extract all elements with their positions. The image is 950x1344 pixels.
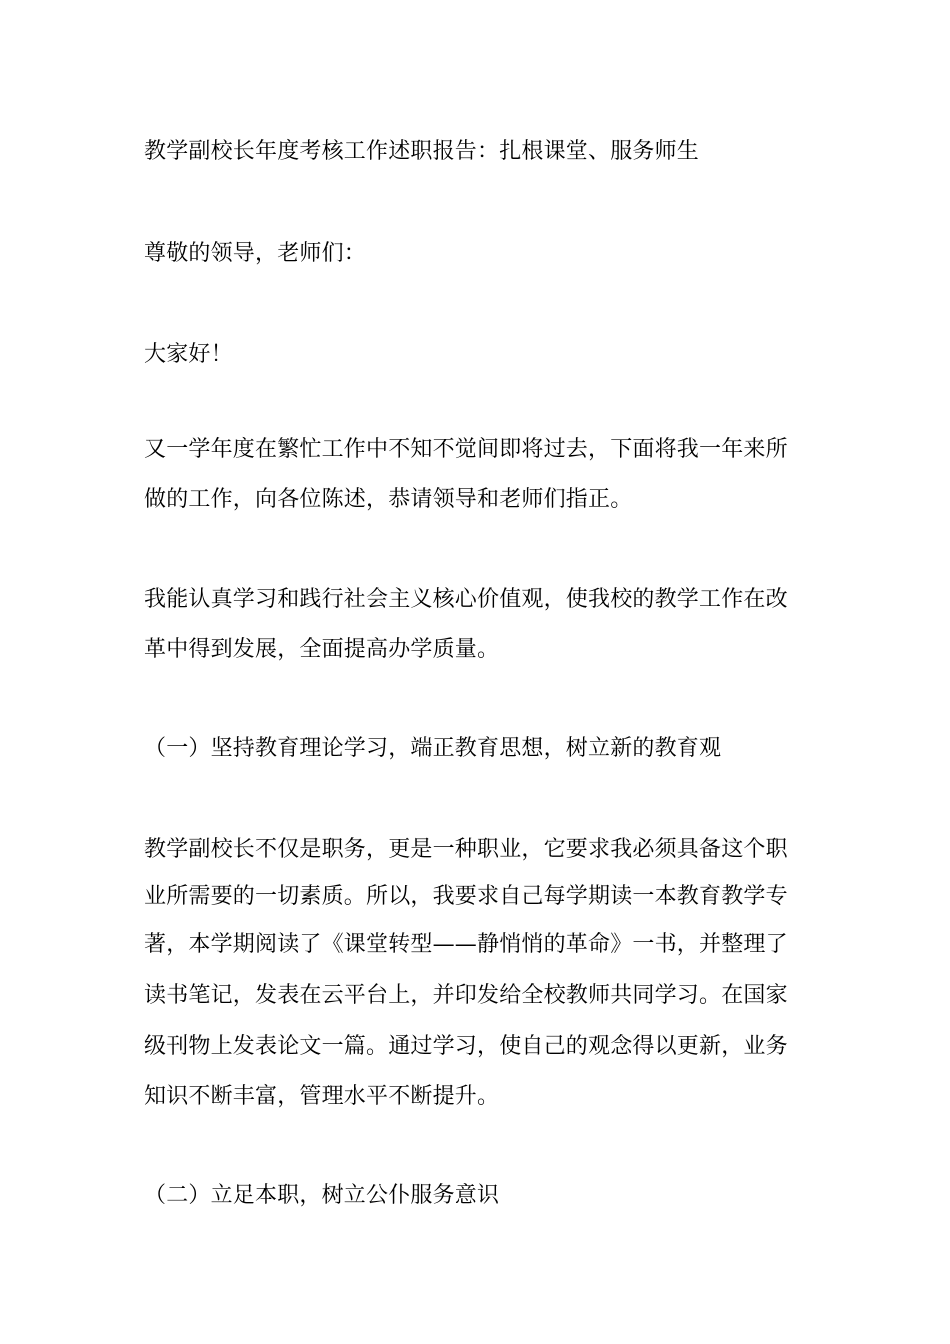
section-1-heading: （一）坚持教育理论学习，端正教育思想，树立新的教育观 <box>144 736 722 761</box>
paragraph-3-line-4: 读书笔记，发表在云平台上，并印发给全校教师共同学习。在国家 <box>144 983 788 1008</box>
paragraph-3-line-6: 知识不断丰富，管理水平不断提升。 <box>144 1084 500 1109</box>
paragraph-2-line-1: 我能认真学习和践行社会主义核心价值观，使我校的教学工作在改 <box>144 587 788 612</box>
paragraph-3-line-3: 著，本学期阅读了《课堂转型——静悄悄的革命》一书，并整理了 <box>144 932 788 957</box>
paragraph-3-line-1: 教学副校长不仅是职务，更是一种职业，它要求我必须具备这个职 <box>144 837 788 862</box>
paragraph-3-line-5: 级刊物上发表论文一篇。通过学习，使自己的观念得以更新，业务 <box>144 1034 788 1059</box>
paragraph-3-line-2: 业所需要的一切素质。所以，我要求自己每学期读一本教育教学专 <box>144 884 788 909</box>
document-title: 教学副校长年度考核工作述职报告：扎根课堂、服务师生 <box>144 139 700 164</box>
salutation: 尊敬的领导，老师们： <box>144 241 367 266</box>
paragraph-2-line-2: 革中得到发展，全面提高办学质量。 <box>144 637 500 662</box>
paragraph-1-line-2: 做的工作，向各位陈述，恭请领导和老师们指正。 <box>144 487 633 512</box>
section-2-heading: （二）立足本职，树立公仆服务意识 <box>144 1183 500 1208</box>
greeting: 大家好！ <box>144 342 233 367</box>
paragraph-1-line-1: 又一学年度在繁忙工作中不知不觉间即将过去，下面将我一年来所 <box>144 437 788 462</box>
